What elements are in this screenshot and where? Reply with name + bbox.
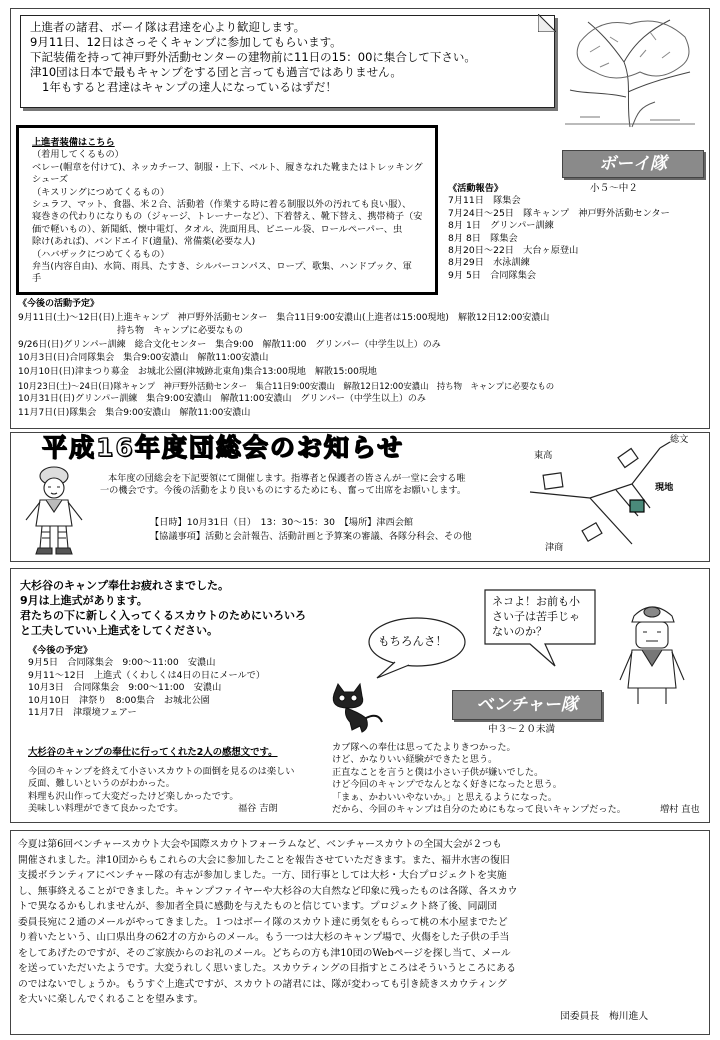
venture-plans — [28, 645, 265, 719]
impression-title: 大杉谷のキャンプの奉仕に行ってくれた2人の感想文です。 — [28, 747, 278, 758]
impression-left-line: 反面、難しいというのがわかった。 — [28, 778, 175, 790]
equipment-title: 上進者装備はこちら — [32, 137, 115, 148]
boy-grades: 小５〜中２ — [590, 183, 638, 194]
closing-signature: 団委員長 梅川進人 — [560, 1011, 649, 1022]
plan-item: 10月10日(日)津まつり募金 お城北公園(津城跡北東角)集合13:00現地 解散15:00現地 — [18, 366, 377, 377]
plan-title: 《今後の活動予定》 — [18, 299, 100, 309]
report-item: 7月11日 隊集会 — [448, 195, 521, 207]
venture-intro-line: 大杉谷のキャンプ奉仕お疲れさまでした。 — [20, 579, 229, 592]
impression-left — [28, 766, 328, 816]
equipment-line: 価で軽いもの）、新聞紙、懐中電灯、タオル、洗面用具、ビニール袋、ロールペーパー、虫 — [32, 223, 403, 235]
map-label-north: 東高 — [534, 450, 553, 461]
scout-illustration — [18, 462, 90, 560]
closing-line: 支援ボランティアにベンチャー隊の有志が参加しました。一方、団行事としては大杉・大台プロジェクトを実施 — [18, 870, 507, 881]
intro-line: 上進者の諸君、ボーイ隊は君達を心より歓迎します。 — [30, 20, 306, 34]
plan-item: 10月3日(日)合同隊集会 集合9:00安濃山 解散11:00安濃山 — [18, 353, 269, 364]
closing-line: トで異なるかもしれませんが、参加者全員に感動を与えたものと信じています。プロジェクト終了後、同副団 — [18, 901, 498, 912]
impression-right-line: 「まぁ、かわいいやないか。」と思えるようになった。 — [332, 791, 558, 803]
venture-banner: ベンチャー隊 — [452, 690, 602, 720]
closing-text — [18, 837, 708, 1008]
boy-plans — [18, 298, 708, 420]
report-item: 8月 8日 隊集会 — [448, 232, 518, 244]
venture-intro-line: 君たちの下に新しく入ってくるスカウトのためにいろいろ — [20, 609, 306, 622]
map-label-venue: 現地 — [655, 482, 674, 493]
equipment-line: シュラフ、マット、食器、米２合、活動着（作業する時に着る制服以外の汚れても良い服）、 — [32, 199, 412, 211]
intro-text — [30, 20, 550, 95]
intro-line: 津10団は日本で最もキャンプをする団と言っても過言ではありません。 — [30, 65, 402, 79]
venture-plan-title: 《今後の予定》 — [28, 645, 93, 656]
closing-line: のではないでしょうか。もうすぐ上進式ですが、スカウトの諸君には、隊が変わっても引き続きスカウティング — [18, 978, 507, 990]
bubble-left-text: もちろんさ！ — [378, 634, 447, 648]
general-desc — [100, 473, 520, 498]
general-title: 平成16年度団総会のお知らせ — [42, 433, 405, 462]
bubble-right-text: ネコよ！お前も小さい子は苦手じゃないのか？ — [492, 595, 580, 638]
equipment-line: 除け(あれば)、バンドエイド(適量)、常備薬(必要な人) — [32, 236, 256, 248]
venture-scout-illustration — [612, 598, 692, 706]
report-item: 7月24日〜25日 隊キャンプ 神戸野外活動センター — [448, 207, 670, 219]
plan-item: 10月31日(日)グリンパー訓練 集合9:00安濃山 解散11:00安濃山 グリンパー（中学生以上）のみ — [18, 394, 426, 405]
report-item: 9月 5日 合同隊集会 — [448, 269, 537, 281]
impression-right-line: 正直なことを言うと僕は小さい子供が嫌いでした。 — [332, 766, 544, 778]
closing-line: 委員長宛に２通のメールがやってきました。１つはボーイ隊のスカウト達に勇気をもらって桃の木小屋までたど — [18, 916, 508, 928]
equipment-line: （キスリングにつめてくるもの） — [32, 186, 170, 198]
plan-item: 9月11日(土)〜12日(日)上進キャンプ 神戸野外活動センター 集合11日9:00安濃山(上進者は15:00現地) 解散12日12:00安濃山 — [18, 312, 550, 323]
report-item: 8月 1日 グリンパー訓練 — [448, 220, 554, 232]
closing-line: を大いに楽しんでくれることを望みます。 — [18, 994, 204, 1005]
tree-illustration — [560, 12, 700, 132]
equipment-line: （ハバザックにつめてくるもの） — [32, 248, 170, 260]
closing-line: 今夏は第6回ベンチャースカウト大会や国際スカウトフォーラムなど、ベンチャースカウトの全国大会が２つも — [18, 839, 502, 850]
general-datetime: 【日時】10月31日（日） 13：30〜15：30 【場所】津西会館 — [150, 517, 414, 528]
impression-right-line: だから、今回のキャンプは自分のためにもなって良いキャンプだった。 — [332, 804, 626, 816]
map-label-top: 総文 — [670, 434, 689, 445]
map-label-south: 津商 — [545, 542, 564, 553]
impression-left-line: 今回のキャンプを終えて小さいスカウトの面倒を見るのは楽しい — [28, 766, 295, 777]
impression-left-author: 福谷 吉朗 — [238, 803, 278, 814]
impression-left-line: 料理も沢山作って大変だったけど楽しかったです。 — [28, 790, 239, 802]
venture-intro-line: と工夫していい上進式をしてください。 — [20, 624, 218, 637]
plan-item: 11月7日(日)隊集会 集合9:00安濃山 解散11:00安濃山 — [18, 407, 251, 418]
impression-right-author: 増村 直也 — [660, 804, 700, 815]
general-desc-line: 一の機会です。今後の活動をより良いものにするためにも、奮って出席をお願いします。 — [100, 485, 467, 497]
plan-item: 持ち物 キャンプに必要なもの — [18, 326, 244, 337]
equipment-text — [32, 137, 432, 286]
impression-right-line: けど今回のキャンプでなんとなく好きになったと思う。 — [332, 779, 562, 791]
venture-intro-line: 9月は上進式があります。 — [20, 594, 148, 607]
general-agenda: 【協議事項】活動と会計報告、活動計画と予算案の審議、各隊分科会、その他 — [150, 531, 472, 542]
report-item: 8月29日 水泳訓練 — [448, 257, 530, 269]
impression-right-line: けど、かなりいい経験ができたと思う。 — [332, 754, 498, 766]
impression-left-line: 美味しい料理ができて良かったです。 — [28, 803, 184, 815]
general-desc-line: 本年度の団総会を下記要領にて開催します。指導者と保護者の皆さんが一堂に会する唯 — [108, 473, 466, 484]
equipment-line: 寝巻きの代わりになりもの（ジャージ、トレーナーなど）、下着替え、靴下替え、携帯椅子（安 — [32, 211, 423, 223]
closing-line: し、無事終えることができました。キャンプファイヤーや大杉谷の大自然など印象に残ったものは各隊、各スカウ — [18, 885, 518, 897]
venture-plan-item: 10月10日 津祭り 8:00集合 お城北公園 — [28, 694, 210, 706]
equipment-line: ベレー(帽章を付けて)、ネッカチーフ、制服・上下、ベルト、履きなれた靴またはトレッキング — [32, 161, 423, 173]
venture-grades: 中３〜２０未満 — [488, 724, 556, 735]
venture-plan-item: 9月5日 合同隊集会 9:00〜11:00 安濃山 — [28, 657, 216, 669]
closing-line: 開催されました。津10団からもこれらの大会に参加したことを報告させていただきます。また、福井水害の復旧 — [18, 854, 510, 866]
venture-intro — [20, 578, 306, 638]
plan-item: 10月23日(土)〜24日(日)隊キャンプ 神戸野外活動センター 集合11日9:00安濃山 解散12日12:00安濃山 持ち物 キャンプに必要なもの — [18, 380, 555, 391]
boy-banner: ボーイ隊 — [562, 150, 704, 178]
equipment-line: シューズ — [32, 174, 69, 186]
equipment-line: （着用してくるもの） — [32, 149, 124, 161]
cat-illustration — [326, 682, 386, 737]
equipment-line: 手 — [32, 273, 42, 285]
report-title: 《活動報告》 — [448, 183, 504, 194]
plan-item: 9/26日(日)グリンパー訓練 総合文化センター 集合9:00 解散11:00 グリンパー（中学生以上）のみ — [18, 339, 441, 350]
intro-line: 下記装備を持って神戸野外活動センターの建物前に11日の15：00に集合して下さい。 — [30, 50, 476, 64]
venture-plan-item: 11月7日 津環境フェアー — [28, 707, 137, 719]
equipment-line: 弁当(内容自由)、水筒、雨具、たすき、シルバーコンパス、ロープ、歌集、ハンドブック、軍 — [32, 261, 412, 273]
intro-line: 1年もすると君達はキャンプの達人になっているはずだ！ — [42, 80, 337, 94]
activity-report — [448, 183, 708, 282]
closing-line: をしてあげたのですが、そのご家族からのお礼のメール。どちらの方も津10団のWebページを探し当て、メール — [18, 947, 511, 959]
impression-right — [332, 742, 710, 816]
intro-line: 9月11日、12日はさっそくキャンプに参加してもらいます。 — [30, 35, 342, 49]
impression-right-line: カブ隊への奉仕は思ってたよりきつかった。 — [332, 742, 516, 753]
venture-plan-item: 10月3日 合同隊集会 9:00〜11:00 安濃山 — [28, 682, 222, 694]
venture-plan-item: 9月11〜12日 上進式（くわしくは4日の日にメールで） — [28, 669, 266, 681]
closing-line: り着いたという、山口県出身の62才の方からのメール。もう一つは大杉のキャンプ場で、火傷をした子供の手当 — [18, 932, 510, 943]
report-item: 8月20日〜22日 大台ヶ原登山 — [448, 245, 579, 257]
closing-line: を送っていただいたようです。大変うれしく思いました。スカウティングの目指すところはそういうところにある — [18, 963, 516, 974]
